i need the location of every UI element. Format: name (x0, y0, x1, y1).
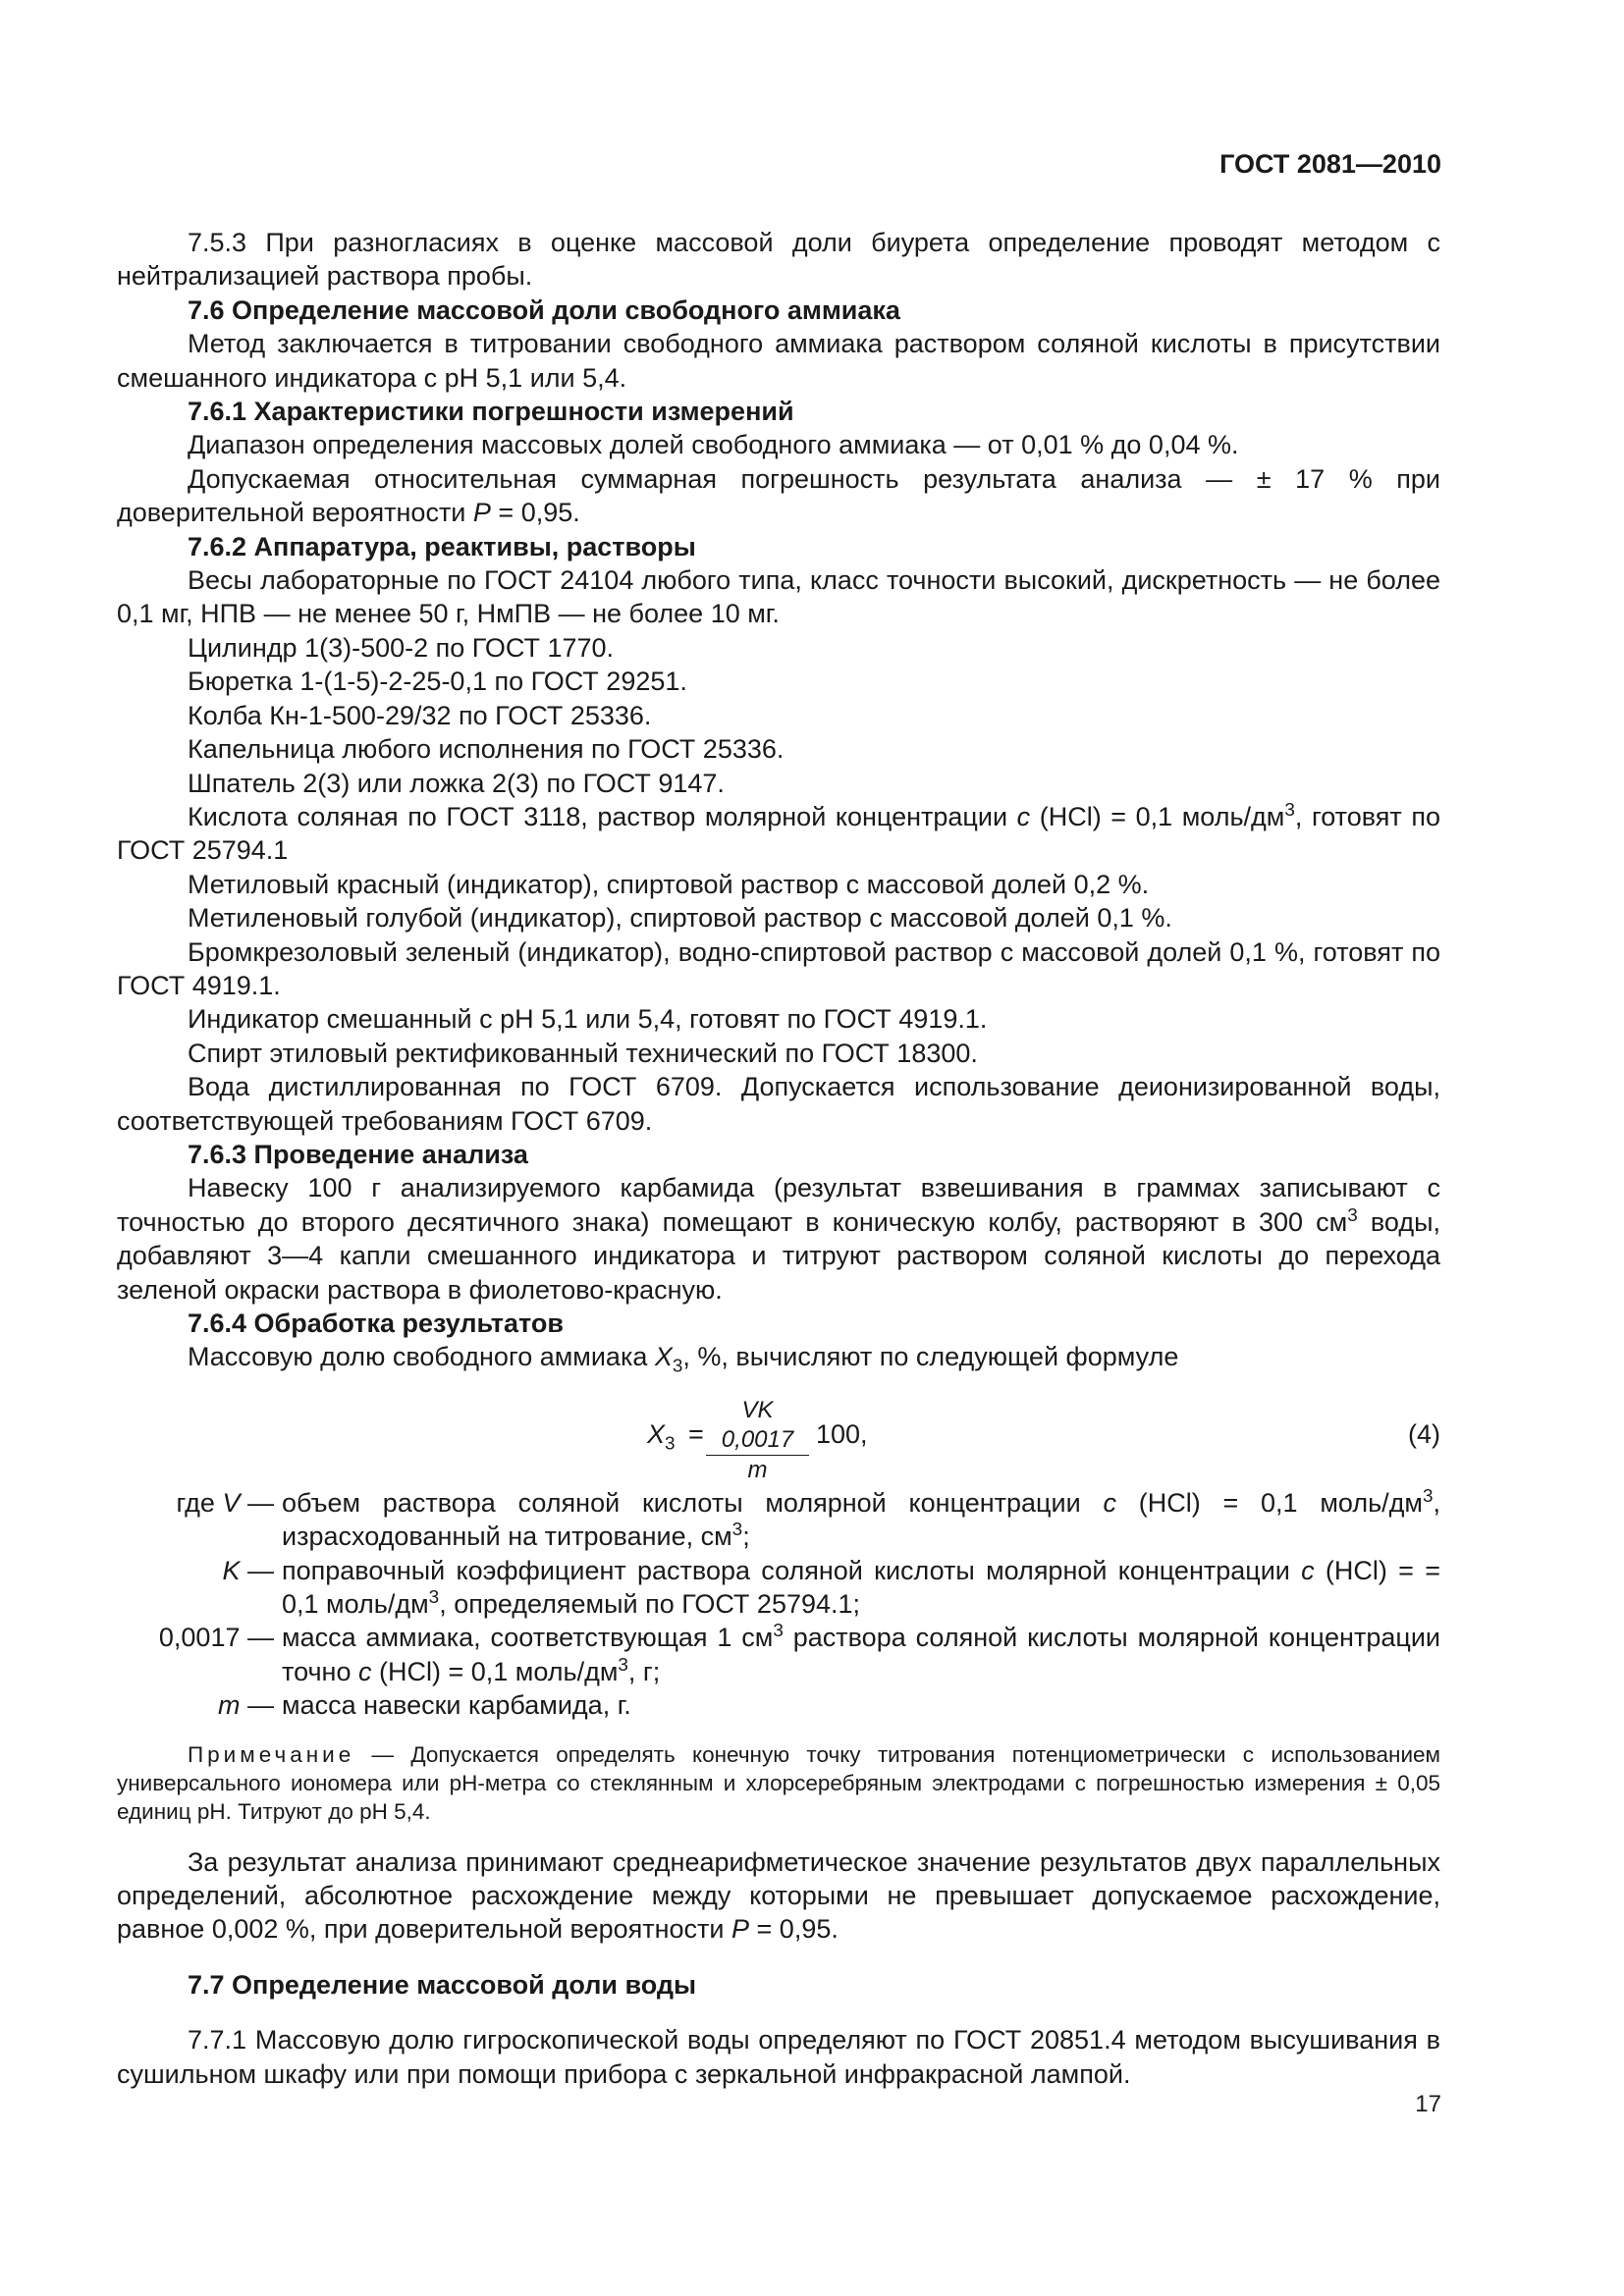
definition-v (117, 1486, 1440, 1554)
formula-lhs (647, 1417, 676, 1455)
paragraph-water: Вода дистиллированная по ГОСТ 6709. Допускается использование деионизированной воды, соответствующей требованиям ГОСТ 6709. (117, 1072, 1440, 1136)
term-dash: — (240, 1690, 274, 1721)
definition-desc (282, 1486, 1440, 1554)
paragraph-7-7-1: 7.7.1 Массовую долю гигроскопической воды определяют по ГОСТ 20851.4 методом высушивания в сушильном шкафу или при помощи прибора с зеркальной инфракрасной лампой. (117, 2025, 1440, 2089)
heading-7-6-3: 7.6.3 Проведение анализа (188, 1139, 528, 1169)
symbol-p: P (731, 1914, 750, 1945)
definitions-list (117, 1486, 1440, 1723)
paragraph-alcohol: Спирт этиловый ректификованный технический по ГОСТ 18300. (188, 1038, 978, 1068)
text-run: = 0,95. (490, 498, 580, 528)
note (117, 1740, 1440, 1826)
term-symbol: m (217, 1690, 241, 1721)
formula-lhs-symbol: X (647, 1418, 666, 1449)
text-run: (HCl) = 0,1 моль/дм (371, 1656, 619, 1686)
formula-denominator: m (747, 1456, 768, 1483)
definition-k (117, 1554, 1440, 1622)
definition-desc (282, 1554, 1440, 1622)
text-run: (HCl) = = 0,1 моль/дм (282, 1555, 1440, 1620)
document-header: ГОСТ 2081—2010 (1219, 149, 1441, 179)
superscript: 3 (731, 1520, 743, 1541)
paragraph-cylinder: Цилиндр 1(3)-500-2 по ГОСТ 1770. (188, 632, 615, 663)
term-dash: — (240, 1555, 274, 1585)
superscript: 3 (773, 1621, 784, 1642)
paragraph-burette: Бюретка 1-(1-5)-2-25-0,1 по ГОСТ 29251. (188, 667, 687, 697)
text-run: , г; (627, 1656, 661, 1686)
text-run: объем раствора соляной кислоты молярной концентрации (282, 1487, 1104, 1518)
formula-number: (4) (1408, 1418, 1440, 1449)
formula-lhs-subscript: 3 (665, 1433, 676, 1455)
superscript: 3 (1422, 1485, 1434, 1507)
superscript: 3 (1284, 799, 1295, 821)
text-run: , израсходованный на титрование, см (282, 1487, 1440, 1552)
text-run: ; (742, 1522, 750, 1552)
heading-7-6-1: 7.6.1 Характеристики погрешности измерений (188, 397, 794, 427)
definition-term (117, 1554, 282, 1622)
symbol-c: c (1103, 1487, 1116, 1518)
note-label: Примечание (188, 1741, 355, 1767)
definition-m (117, 1688, 1440, 1722)
subscript: 3 (672, 1356, 683, 1377)
text-run: воды, добавляют 3—4 капли смешанного индикатора и титруют раствором соляной кислоты до перехода зеленой окраски раствора в фиолетово-красную. (117, 1206, 1440, 1305)
definition-term (117, 1688, 282, 1722)
paragraph-sample (117, 1171, 1440, 1307)
superscript: 3 (618, 1654, 628, 1676)
heading-7-6-4: 7.6.4 Обработка результатов (188, 1308, 564, 1338)
formula-equals: = (688, 1418, 704, 1449)
paragraph-methylene-blue: Метиленовый голубой (индикатор), спиртовой раствор с массовой долей 0,1 %. (188, 903, 1172, 934)
definition-term (117, 1486, 282, 1554)
page-number: 17 (1415, 2091, 1441, 2117)
paragraph-method: Метод заключается в титровании свободного аммиака раствором соляной кислоты в присутствии смешанного индикатора с рН 5,1 или 5,4. (117, 329, 1440, 393)
text-run: (HCl) = 0,1 моль/дм (1030, 801, 1285, 831)
term-prefix: где (176, 1487, 223, 1518)
paragraph-calc (117, 1340, 1440, 1377)
paragraph-acid (117, 800, 1440, 868)
definition-term (117, 1621, 282, 1688)
symbol-c: c (1016, 801, 1031, 831)
paragraph-scales: Весы лабораторные по ГОСТ 24104 любого типа, класс точности высокий, дискретность — не более 0,1 мг, НПВ — не менее 50 г, НмПВ — не более 10 мг. (117, 565, 1440, 629)
paragraph-dropper: Капельница любого исполнения по ГОСТ 25336. (188, 734, 785, 765)
heading-7-6: 7.6 Определение массовой доли свободного аммиака (188, 294, 900, 325)
heading-7-6-2: 7.6.2 Аппаратура, реактивы, растворы (188, 531, 696, 561)
term-dash: — (240, 1487, 274, 1518)
paragraph-indicator: Индикатор смешанный с рН 5,1 или 5,4, готовят по ГОСТ 4919.1. (188, 1004, 988, 1035)
formula-numerator-text: VK 0,0017 (721, 1396, 794, 1453)
text-run: За результат анализа принимают среднеарифметическое значение результатов двух параллельных определений, абсолютное расхождение между которыми не превышает допускаемое расхождение, равное 0,002 %, при доверительной вероятности (117, 1846, 1440, 1945)
term-symbol: V (222, 1487, 241, 1518)
definition-desc (282, 1621, 1440, 1688)
formula-4 (117, 1378, 1440, 1483)
text-run: = 0,95. (749, 1914, 839, 1945)
text-run: масса аммиака, соответствующая 1 см (282, 1623, 774, 1653)
paragraph-bromocresol: Бромкрезоловый зеленый (индикатор), водно-спиртовой раствор с массовой долей 0,1 %, готовят по ГОСТ 4919.1. (117, 936, 1440, 1000)
paragraph-range: Диапазон определения массовых долей свободного аммиака — от 0,01 % до 0,04 %. (188, 430, 1239, 460)
formula-numerator (706, 1396, 809, 1456)
text-run: (HCl) = 0,1 моль/дм (1115, 1487, 1423, 1518)
text-run: , готовят по ГОСТ 25794.1 (117, 801, 1440, 866)
symbol-x: X (654, 1342, 673, 1372)
symbol-p: P (472, 498, 491, 528)
text-run: , определяемый по ГОСТ 25794.1; (439, 1589, 861, 1620)
definition-desc: масса навески карбамида, г. (282, 1690, 631, 1721)
text-run: поправочный коэффициент раствора соляной кислоты молярной концентрации (282, 1555, 1302, 1585)
term-symbol: K (222, 1555, 241, 1585)
term-symbol: 0,0017 (158, 1623, 241, 1653)
text-run: Массовую долю свободного аммиака (188, 1342, 655, 1372)
superscript: 3 (1347, 1204, 1358, 1226)
page-content (117, 226, 1440, 2091)
text-run: , %, вычисляют по следующей формуле (682, 1342, 1179, 1372)
heading-7-7: 7.7 Определение массовой доли воды (188, 1969, 697, 2000)
paragraph-7-5-3: 7.5.3 При разногласиях в оценке массовой доли биурета определение проводят методом с нейтрализацией раствора пробы. (117, 228, 1440, 292)
note-text: — Допускается определять конечную точку титрования потенциометрически с использованием универсального иономера или рН-метра со стеклянным и хлорсеребряным электродами с погрешностью измерения ± 0,05 единиц рН. Титруют до рН 5,4. (117, 1741, 1440, 1824)
paragraph-spatula: Шпатель 2(3) или ложка 2(3) по ГОСТ 9147. (188, 768, 725, 798)
term-dash: — (240, 1623, 274, 1653)
paragraph-error (117, 462, 1440, 530)
paragraph-methyl-red: Метиловый красный (индикатор), спиртовой раствор с массовой долей 0,2 %. (188, 869, 1150, 899)
symbol-c: c (357, 1656, 372, 1686)
formula-fraction (706, 1396, 809, 1485)
formula-rest: 100, (816, 1418, 868, 1449)
paragraph-flask: Колба Кн-1-500-29/32 по ГОСТ 25336. (188, 700, 652, 730)
text-run: раствора соляной кислоты молярной концентрации точно (282, 1623, 1440, 1686)
text-run: Кислота соляная по ГОСТ 3118, раствор молярной концентрации (188, 801, 1017, 831)
text-run: Допускаемая относительная суммарная погрешность результата анализа — ± 17 % при доверительной вероятности (117, 463, 1440, 528)
superscript: 3 (428, 1587, 440, 1609)
paragraph-result (117, 1845, 1440, 1947)
text-run: Навеску 100 г анализируемого карбамида (результат взвешивания в граммах записывают с точностью до второго десятичного знака) помещают в коническую колбу, растворяют в 300 см (117, 1173, 1440, 1237)
symbol-c: c (1301, 1555, 1315, 1585)
definition-0-0017 (117, 1621, 1440, 1688)
